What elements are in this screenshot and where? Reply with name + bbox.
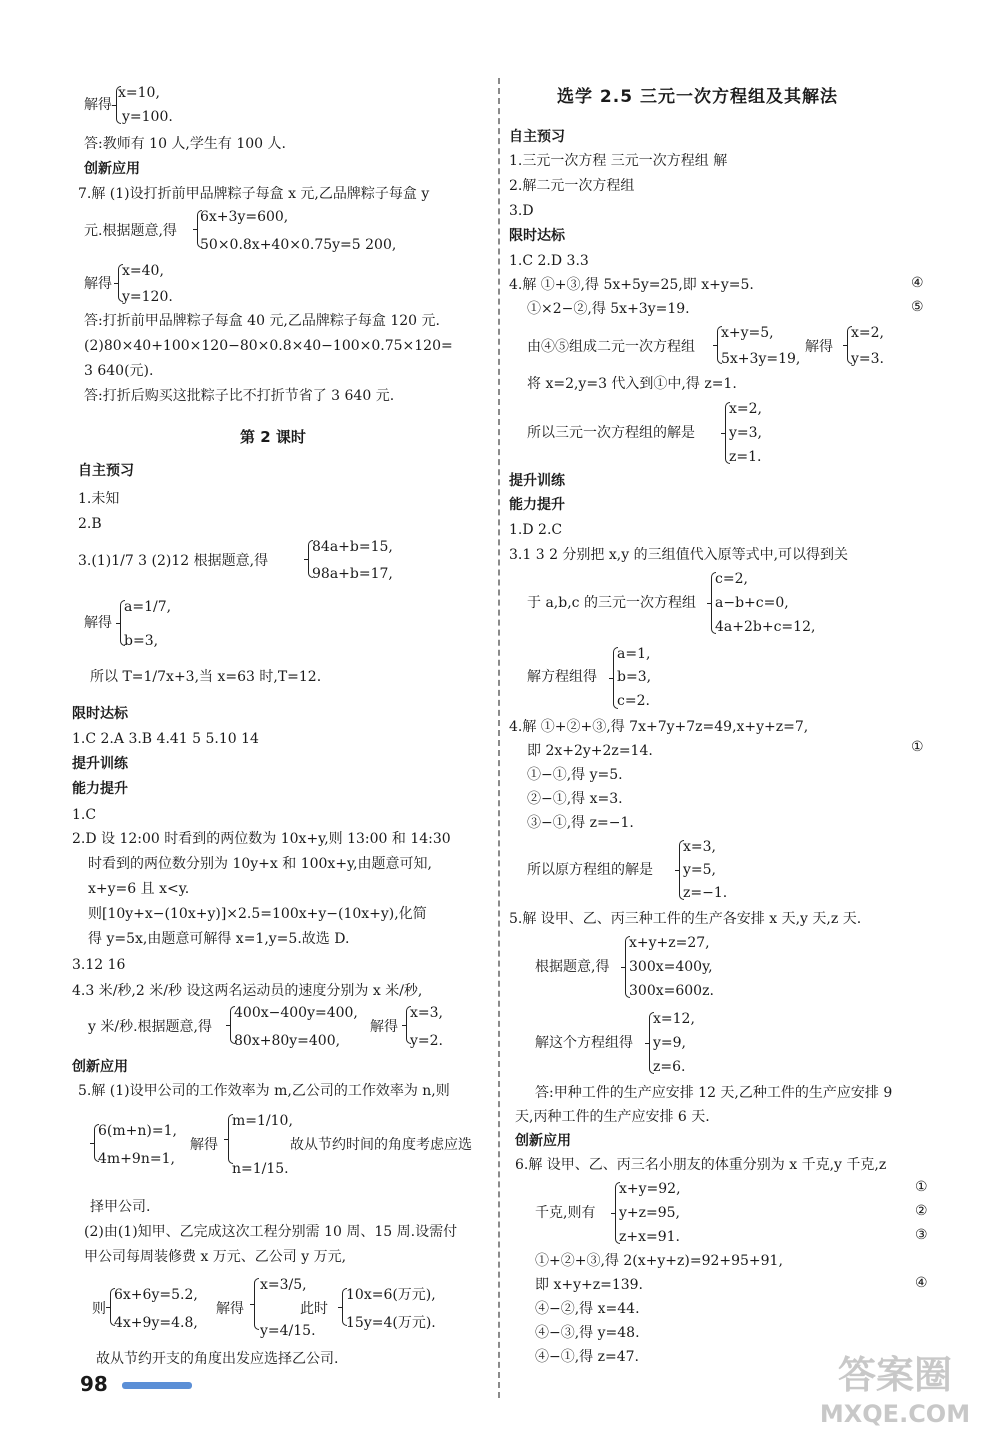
text-line: 解得 <box>84 276 112 292</box>
text-line: 50×0.8x+40×0.75y=5 200, <box>200 237 397 253</box>
text-line: 4a+2b+c=12, <box>715 619 816 635</box>
page-number: 98 <box>80 1372 108 1396</box>
section-heading: 创新应用 <box>84 161 140 177</box>
text-line: 由④⑤组成二元一次方程组 <box>527 339 695 355</box>
text-line: 98a+b=17, <box>312 566 393 582</box>
text-line: 解得 <box>216 1301 244 1317</box>
text-line: 1.三元一次方程 三元一次方程组 解 <box>509 153 728 169</box>
text-line: 2.B <box>78 516 102 532</box>
text-line: (2)由(1)知甲、乙完成这次工程分别需 10 周、15 周.设需付 <box>84 1224 458 1240</box>
text-line: 解这个方程组得 <box>535 1035 633 1051</box>
text-line: 即 2x+2y+2z=14. <box>527 743 653 759</box>
text-line: x=3, <box>683 839 716 855</box>
text-line: 6(m+n)=1, <box>98 1123 177 1139</box>
text-line: 2.D 设 12:00 时看到的两位数为 10x+y,则 13:00 和 14:30 <box>72 831 451 847</box>
text-line: 答:打折后购买这批粽子比不打折节省了 3 640 元. <box>84 388 395 404</box>
text-line: y=4/15. <box>260 1323 316 1339</box>
text-line: 300x=400y, <box>629 959 713 975</box>
text-line: z+x=91. <box>619 1229 680 1245</box>
text-line: x+y=5, <box>721 325 774 341</box>
text-line: x=3/5, <box>260 1277 307 1293</box>
text-line: 根据题意,得 <box>535 959 610 975</box>
text-line: 解得 <box>190 1137 218 1153</box>
text-line: 1.未知 <box>78 491 120 507</box>
text-line: x=2, <box>851 325 884 341</box>
text-line: 4.解 ①+③,得 5x+5y=25,即 x+y=5. <box>509 277 754 293</box>
text-line: 84a+b=15, <box>312 539 393 555</box>
text-line: 所以 T=1/7x+3,当 x=63 时,T=12. <box>90 669 322 685</box>
text-line: y=5, <box>683 862 716 878</box>
left-column <box>0 0 495 1440</box>
right-column <box>505 0 1000 1440</box>
text-line: y 米/秒.根据题意,得 <box>88 1019 212 1035</box>
text-line: 400x−400y=400, <box>234 1005 358 1021</box>
text-line: 时看到的两位数分别为 10y+x 和 100x+y,由题意可知, <box>88 856 432 872</box>
text-line: 6.解 设甲、乙、丙三名小朋友的体重分别为 x 千克,y 千克,z <box>515 1157 887 1173</box>
section-heading: 能力提升 <box>72 781 128 797</box>
text-line: b=3, <box>617 669 652 685</box>
text-line: 5.解 (1)设甲公司的工作效率为 m,乙公司的工作效率为 n,则 <box>78 1083 450 1099</box>
text-line: 1.D 2.C <box>509 522 563 538</box>
text-line: 2.解二元一次方程组 <box>509 178 635 194</box>
equation-brace <box>228 1114 233 1164</box>
section-heading: 创新应用 <box>515 1133 571 1149</box>
text-line: 故从节约开支的角度出发应选择乙公司. <box>96 1351 339 1367</box>
equation-marker: ④ <box>915 1275 928 1291</box>
section-heading: 自主预习 <box>78 463 134 479</box>
text-line: 4.3 米/秒,2 米/秒 设这两名运动员的速度分别为 x 米/秒, <box>72 983 423 999</box>
equation-marker: ⑤ <box>911 299 924 315</box>
equation-marker: ④ <box>911 275 924 291</box>
text-line: x=3, <box>410 1005 443 1021</box>
lesson-subtitle: 第 2 课时 <box>240 428 306 446</box>
site-watermark-logo <box>800 1342 990 1432</box>
text-line: 所以三元一次方程组的解是 <box>527 425 695 441</box>
text-line: y=3, <box>729 425 762 441</box>
text-line: ④−③,得 y=48. <box>535 1325 640 1341</box>
text-line: z=−1. <box>683 885 728 901</box>
text-line: 1.C 2.D 3.3 <box>509 253 589 269</box>
column-divider <box>498 78 500 1398</box>
text-line: (2)80×40+100×120−80×0.8×40−100×0.75×120= <box>84 338 453 354</box>
text-line: n=1/15. <box>232 1161 289 1177</box>
watermark-line2: MXQE.COM <box>819 1400 971 1428</box>
text-line: 元.根据题意,得 <box>84 223 177 239</box>
text-line: 6x+3y=600, <box>200 209 289 225</box>
text-line: 3.(1)1/7 3 (2)12 根据题意,得 <box>78 553 269 569</box>
equation-brace <box>116 86 121 124</box>
text-line: y=3. <box>851 351 884 367</box>
text-line: x+y=92, <box>619 1181 681 1197</box>
text-line: 解得 <box>84 615 112 631</box>
text-line: 故从节约时间的角度考虑应选 <box>290 1137 472 1153</box>
text-line: x=2, <box>729 401 762 417</box>
equation-marker: ③ <box>915 1227 928 1243</box>
section-heading: 创新应用 <box>72 1059 128 1075</box>
text-line: a−b+c=0, <box>715 595 789 611</box>
text-line: 千克,则有 <box>535 1205 596 1221</box>
text-line: 80x+80y=400, <box>234 1033 341 1049</box>
text-line: z=6. <box>653 1059 686 1075</box>
text-line: 5x+3y=19, <box>721 351 801 367</box>
text-line: 3.12 16 <box>72 957 126 973</box>
section-title: 选学 2.5 三元一次方程组及其解法 <box>557 87 838 107</box>
text-line: y=120. <box>122 289 173 305</box>
section-heading: 提升训练 <box>72 756 128 772</box>
text-line: ①+②+③,得 2(x+y+z)=92+95+91, <box>535 1253 783 1269</box>
text-line: ④−①,得 z=47. <box>535 1349 640 1365</box>
text-line: 5.解 设甲、乙、丙三种工件的生产各安排 x 天,y 天,z 天. <box>509 911 862 927</box>
section-heading: 自主预习 <box>509 129 565 145</box>
equation-marker: ② <box>915 1203 928 1219</box>
text-line: 3.D <box>509 203 534 219</box>
text-line: 7.解 (1)设打折前甲品牌粽子每盒 x 元,乙品牌粽子每盒 y <box>78 186 430 202</box>
text-line: y=100. <box>122 109 173 125</box>
text-line: c=2, <box>715 571 748 587</box>
text-line: x+y+z=27, <box>629 935 710 951</box>
text-line: 10x=6(万元), <box>346 1287 436 1303</box>
text-line: b=3, <box>124 633 159 649</box>
text-line: 解得 <box>805 339 833 355</box>
section-heading: 限时达标 <box>509 228 565 244</box>
text-line: 4.解 ①+②+③,得 7x+7y+7z=49,x+y+z=7, <box>509 719 809 735</box>
page-number-bar <box>122 1382 192 1389</box>
text-line: c=2. <box>617 693 650 709</box>
text-line: 则 <box>92 1301 106 1317</box>
text-line: 将 x=2,y=3 代入到①中,得 z=1. <box>527 376 737 392</box>
text-line: 甲公司每周装修费 x 万元、乙公司 y 万元, <box>84 1249 347 1265</box>
text-line: 解得 <box>370 1019 398 1035</box>
watermark-line1: 答案圈 <box>837 1353 953 1397</box>
text-line: z=1. <box>729 449 762 465</box>
text-line: 1.C 2.A 3.B 4.41 5 5.10 14 <box>72 731 259 747</box>
text-line: 所以原方程组的解是 <box>527 862 653 878</box>
text-line: y=2. <box>410 1033 443 1049</box>
text-line: 答:打折前甲品牌粽子每盒 40 元,乙品牌粽子每盒 120 元. <box>84 313 440 329</box>
equation-brace <box>254 1278 259 1330</box>
section-heading: 限时达标 <box>72 706 128 722</box>
equation-marker: ① <box>911 739 924 755</box>
text-line: a=1, <box>617 646 651 662</box>
text-line: y+z=95, <box>619 1205 681 1221</box>
text-line: ③−①,得 z=−1. <box>527 815 634 831</box>
text-line: 即 x+y+z=139. <box>535 1277 643 1293</box>
section-heading: 能力提升 <box>509 497 565 513</box>
text-line: x=10, <box>118 85 160 101</box>
text-line: 此时 <box>300 1301 328 1317</box>
text-line: ④−②,得 x=44. <box>535 1301 640 1317</box>
text-line: 4m+9n=1, <box>98 1151 175 1167</box>
text-line: x+y=6 且 x<y. <box>88 881 190 897</box>
section-heading: 提升训练 <box>509 473 565 489</box>
text-line: x=40, <box>122 263 164 279</box>
text-line: 3.1 3 2 分别把 x,y 的三组值代入原等式中,可以得到关 <box>509 547 849 563</box>
text-line: 3 640(元). <box>84 363 154 379</box>
text-line: 择甲公司. <box>90 1199 151 1215</box>
text-line: 4x+9y=4.8, <box>114 1315 198 1331</box>
equation-marker: ① <box>915 1179 928 1195</box>
text-line: a=1/7, <box>124 599 172 615</box>
text-line: 解得 <box>84 97 112 113</box>
text-line: 答:甲种工件的生产应安排 12 天,乙种工件的生产应安排 9 <box>535 1085 893 1101</box>
text-line: 解方程组得 <box>527 669 597 685</box>
text-line: 1.C <box>72 807 97 823</box>
text-line: ①×2−②,得 5x+3y=19. <box>527 301 690 317</box>
text-line: 300x=600z. <box>629 983 714 999</box>
text-line: 天,丙种工件的生产应安排 6 天. <box>515 1109 710 1125</box>
text-line: 6x+6y=5.2, <box>114 1287 198 1303</box>
text-line: y=9, <box>653 1035 686 1051</box>
text-line: ②−①,得 x=3. <box>527 791 623 807</box>
text-line: 答:教师有 10 人,学生有 100 人. <box>84 136 286 152</box>
text-line: 于 a,b,c 的三元一次方程组 <box>527 595 696 611</box>
text-line: 则[10y+x−(10x+y)]×2.5=100x+y−(10x+y),化简 <box>88 906 427 922</box>
text-line: 得 y=5x,由题意可解得 x=1,y=5.故选 D. <box>88 931 350 947</box>
text-line: x=12, <box>653 1011 695 1027</box>
text-line: 15y=4(万元). <box>346 1315 436 1331</box>
text-line: ①−①,得 y=5. <box>527 767 623 783</box>
text-line: m=1/10, <box>232 1113 293 1129</box>
